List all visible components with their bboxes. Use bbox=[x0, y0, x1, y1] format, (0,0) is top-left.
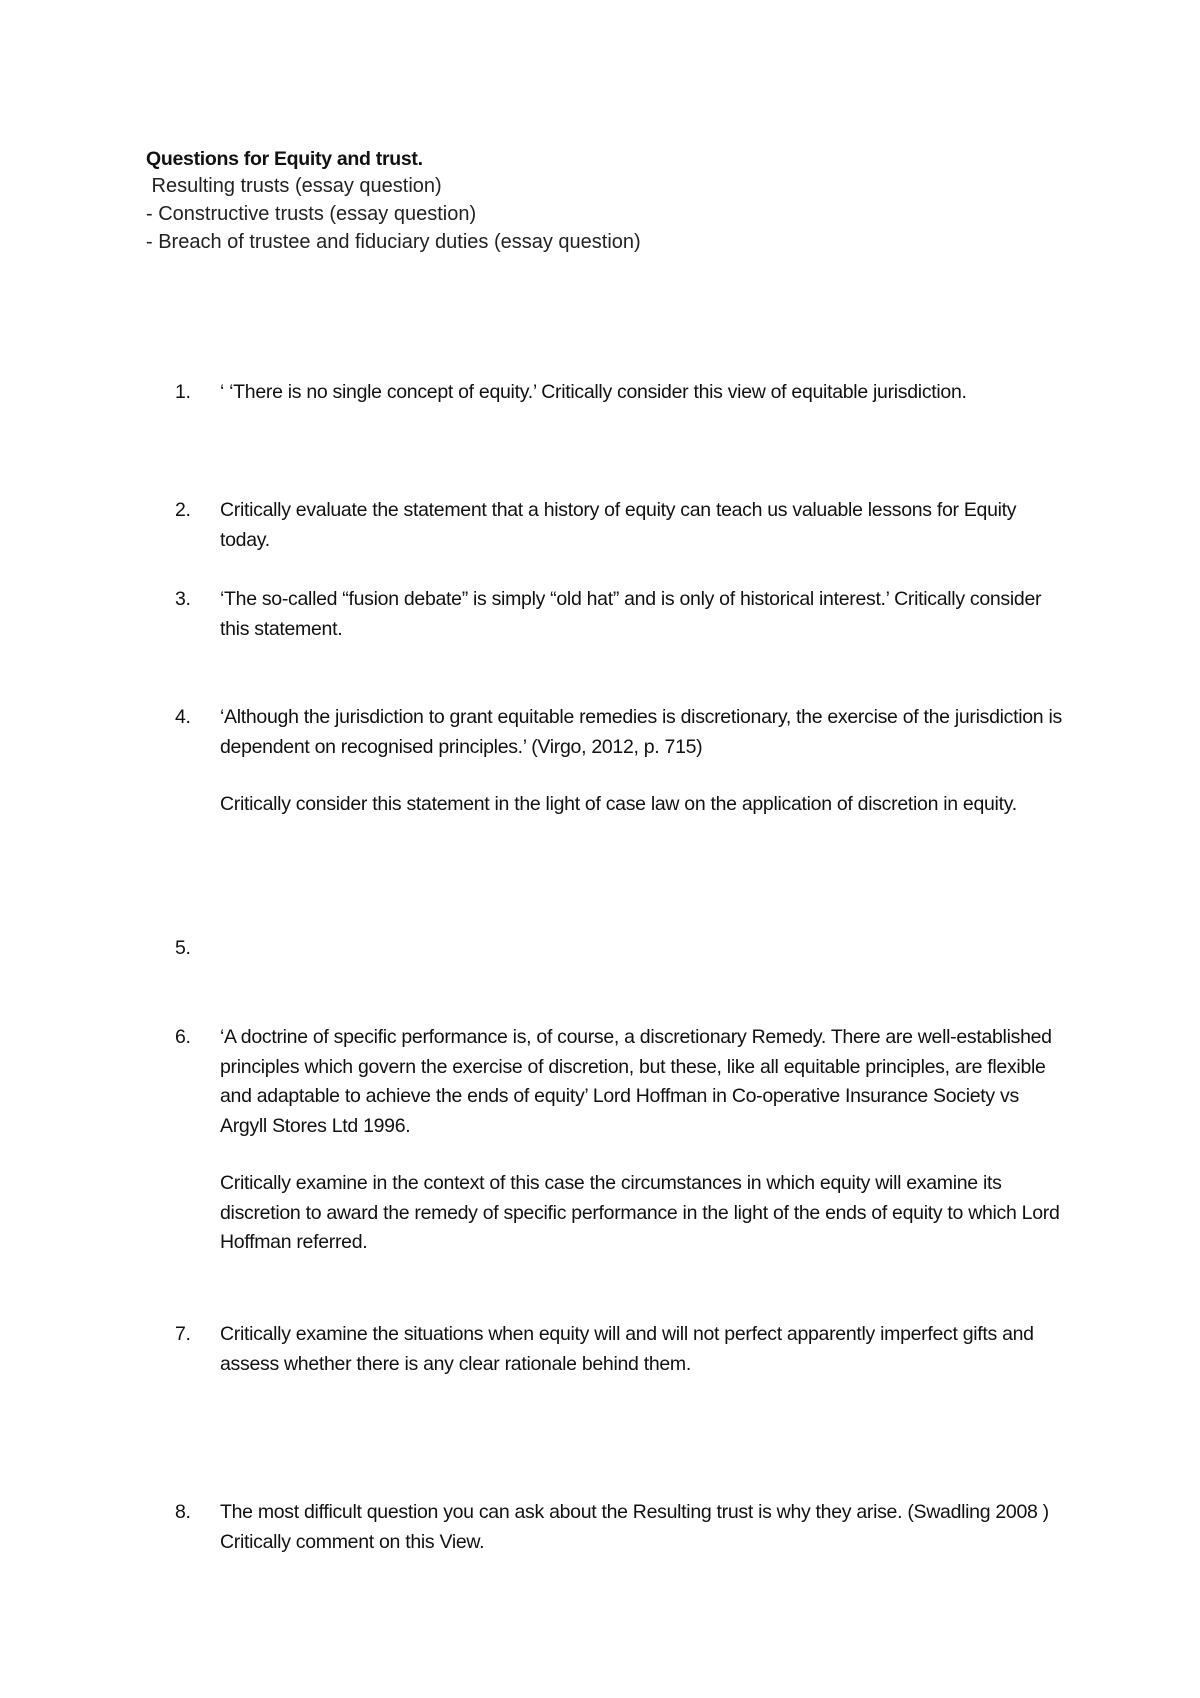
question-text bbox=[220, 1320, 1065, 1379]
question-paragraph: Critically examine in the context of this case the circumstances in which equity will examine its discretion to award the remedy of specific performance in the light of the ends of equity to which Lord Hoffman referred. bbox=[220, 1172, 1060, 1253]
question-paragraph: ‘A doctrine of specific performance is, of course, a discretionary Remedy. There are well-established principles which govern the exercise of discretion, but these, like all equitable principles, are flexible and adaptable to achieve the ends of equity’ Lord Hoffman in Co-operative Insurance Society vs Argyll Stores Ltd 1996. bbox=[220, 1026, 1052, 1137]
question-number: 3. bbox=[175, 588, 191, 610]
question-text bbox=[220, 585, 1065, 644]
question-text bbox=[220, 1498, 1065, 1557]
question-paragraph: ‘The so-called “fusion debate” is simply “old hat” and is only of historical interest.’ Critically consider this statement. bbox=[220, 588, 1042, 640]
question-number: 6. bbox=[175, 1026, 191, 1048]
topic-breach-of-duties: - Breach of trustee and fiduciary duties (essay question) bbox=[146, 231, 641, 253]
question-paragraph: ‘ ‘There is no single concept of equity.’ Critically consider this view of equitable jurisdiction. bbox=[220, 381, 967, 403]
question-number: 1. bbox=[175, 381, 191, 403]
question-paragraph: Critically consider this statement in the light of case law on the application of discretion in equity. bbox=[220, 793, 1017, 815]
document-title: Questions for Equity and trust. bbox=[146, 148, 423, 170]
question-text bbox=[220, 703, 1065, 820]
question-text bbox=[220, 496, 1065, 555]
question-paragraph: Critically examine the situations when equity will and will not perfect apparently imperfect gifts and assess whether there is any clear rationale behind them. bbox=[220, 1323, 1034, 1375]
question-number: 2. bbox=[175, 499, 191, 521]
question-number: 8. bbox=[175, 1501, 191, 1523]
question-text bbox=[220, 378, 1065, 408]
question-paragraph: The most difficult question you can ask about the Resulting trust is why they arise. (Swadling 2008 ) Critically comment on this View. bbox=[220, 1501, 1049, 1553]
document-header bbox=[146, 146, 1046, 256]
question-text bbox=[220, 1023, 1065, 1258]
question-number: 7. bbox=[175, 1323, 191, 1345]
topic-resulting-trusts: Resulting trusts (essay question) bbox=[146, 175, 442, 197]
topic-constructive-trusts: - Constructive trusts (essay question) bbox=[146, 203, 477, 225]
question-number: 4. bbox=[175, 706, 191, 728]
question-paragraph: ‘Although the jurisdiction to grant equitable remedies is discretionary, the exercise of the jurisdiction is dependent on recognised principles.’ (Virgo, 2012, p. 715) bbox=[220, 706, 1062, 758]
question-paragraph: Critically evaluate the statement that a history of equity can teach us valuable lessons for Equity today. bbox=[220, 499, 1017, 551]
question-number: 5. bbox=[175, 937, 191, 959]
